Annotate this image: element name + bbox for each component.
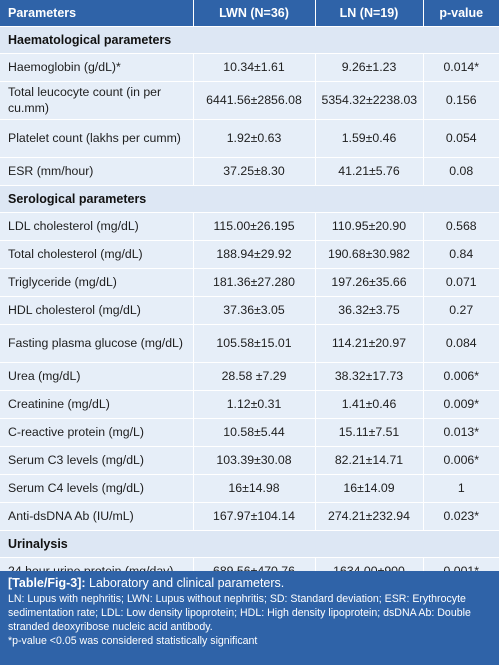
parameter-cell: LDL cholesterol (mg/dL) [0, 212, 193, 240]
caption-label: [Table/Fig-3]: [8, 576, 86, 590]
ln-value-cell: 38.32±17.73 [315, 362, 423, 390]
table-row [0, 212, 499, 240]
parameter-cell: Urea (mg/dL) [0, 362, 193, 390]
ln-value-cell: 16±14.09 [315, 474, 423, 502]
lwn-value-cell: 6441.56±2856.08 [193, 81, 315, 119]
section-row [0, 185, 499, 212]
table-row [0, 446, 499, 474]
section-row [0, 26, 499, 53]
ln-value-cell: 82.21±14.71 [315, 446, 423, 474]
parameter-cell: Total cholesterol (mg/dL) [0, 240, 193, 268]
lwn-value-cell: 1.12±0.31 [193, 390, 315, 418]
section-row [0, 530, 499, 557]
table-row [0, 474, 499, 502]
table-header-row [0, 0, 499, 26]
parameter-cell: Fasting plasma glucose (mg/dL) [0, 324, 193, 362]
table-row [0, 418, 499, 446]
ln-value-cell: 36.32±3.75 [315, 296, 423, 324]
table-row [0, 240, 499, 268]
lwn-value-cell: 37.36±3.05 [193, 296, 315, 324]
caption-title: Laboratory and clinical parameters. [89, 576, 285, 590]
table-row [0, 324, 499, 362]
parameter-cell: ESR (mm/hour) [0, 157, 193, 185]
table-row [0, 268, 499, 296]
lwn-value-cell: 181.36±27.280 [193, 268, 315, 296]
pvalue-cell: 0.009* [423, 390, 499, 418]
ln-value-cell: 5354.32±2238.03 [315, 81, 423, 119]
ln-value-cell: 190.68±30.982 [315, 240, 423, 268]
section-title: Haematological parameters [0, 26, 499, 53]
caption-significance: *p-value <0.05 was considered statistically significant [8, 635, 258, 647]
lwn-value-cell: 103.39±30.08 [193, 446, 315, 474]
table-caption [0, 571, 499, 665]
lwn-value-cell: 188.94±29.92 [193, 240, 315, 268]
table-row [0, 119, 499, 157]
pvalue-cell: 0.014* [423, 53, 499, 81]
table-row [0, 81, 499, 119]
pvalue-cell: 0.84 [423, 240, 499, 268]
ln-value-cell: 15.11±7.51 [315, 418, 423, 446]
parameter-cell: HDL cholesterol (mg/dL) [0, 296, 193, 324]
table-row [0, 390, 499, 418]
ln-value-cell: 1.59±0.46 [315, 119, 423, 157]
parameter-cell: Triglyceride (mg/dL) [0, 268, 193, 296]
parameter-cell: Anti-dsDNA Ab (IU/mL) [0, 502, 193, 530]
lwn-value-cell: 167.97±104.14 [193, 502, 315, 530]
lwn-value-cell: 105.58±15.01 [193, 324, 315, 362]
parameter-cell: Total leucocyte count (in per cu.mm) [0, 81, 193, 119]
header-parameters: Parameters [0, 0, 193, 26]
lwn-value-cell: 1.92±0.63 [193, 119, 315, 157]
header-lwn: LWN (N=36) [193, 0, 315, 26]
ln-value-cell: 41.21±5.76 [315, 157, 423, 185]
lwn-value-cell: 115.00±26.195 [193, 212, 315, 240]
pvalue-cell: 0.27 [423, 296, 499, 324]
table-row [0, 296, 499, 324]
ln-value-cell: 114.21±20.97 [315, 324, 423, 362]
lwn-value-cell: 10.34±1.61 [193, 53, 315, 81]
pvalue-cell: 0.013* [423, 418, 499, 446]
caption-abbreviations: LN: Lupus with nephritis; LWN: Lupus without nephritis; SD: Standard deviation; ESR: Erythrocyte sedimentation rate; LDL: Low density lipoprotein; HDL: High density lipoprotein; dsDNA Ab: Double stranded deoxyribose nucleic acid antibody. [8, 593, 471, 633]
parameter-cell: Haemoglobin (g/dL)* [0, 53, 193, 81]
table-row [0, 53, 499, 81]
ln-value-cell: 110.95±20.90 [315, 212, 423, 240]
pvalue-cell: 1 [423, 474, 499, 502]
lwn-value-cell: 10.58±5.44 [193, 418, 315, 446]
pvalue-cell: 0.023* [423, 502, 499, 530]
table-row [0, 362, 499, 390]
parameter-cell: Platelet count (lakhs per cumm) [0, 119, 193, 157]
pvalue-cell: 0.006* [423, 446, 499, 474]
pvalue-cell: 0.006* [423, 362, 499, 390]
table-row [0, 502, 499, 530]
pvalue-cell: 0.156 [423, 81, 499, 119]
parameter-cell: Serum C4 levels (mg/dL) [0, 474, 193, 502]
header-ln: LN (N=19) [315, 0, 423, 26]
pvalue-cell: 0.084 [423, 324, 499, 362]
pvalue-cell: 0.08 [423, 157, 499, 185]
section-title: Urinalysis [0, 530, 499, 557]
ln-value-cell: 197.26±35.66 [315, 268, 423, 296]
parameter-cell: Serum C3 levels (mg/dL) [0, 446, 193, 474]
ln-value-cell: 9.26±1.23 [315, 53, 423, 81]
lwn-value-cell: 28.58 ±7.29 [193, 362, 315, 390]
ln-value-cell: 274.21±232.94 [315, 502, 423, 530]
pvalue-cell: 0.071 [423, 268, 499, 296]
table-body [0, 26, 499, 585]
pvalue-cell: 0.568 [423, 212, 499, 240]
header-pvalue: p-value [423, 0, 499, 26]
pvalue-cell: 0.054 [423, 119, 499, 157]
parameter-cell: C-reactive protein (mg/L) [0, 418, 193, 446]
lwn-value-cell: 37.25±8.30 [193, 157, 315, 185]
ln-value-cell: 1.41±0.46 [315, 390, 423, 418]
table-row [0, 157, 499, 185]
section-title: Serological parameters [0, 185, 499, 212]
caption-title-line [8, 575, 491, 592]
parameter-cell: Creatinine (mg/dL) [0, 390, 193, 418]
lwn-value-cell: 16±14.98 [193, 474, 315, 502]
